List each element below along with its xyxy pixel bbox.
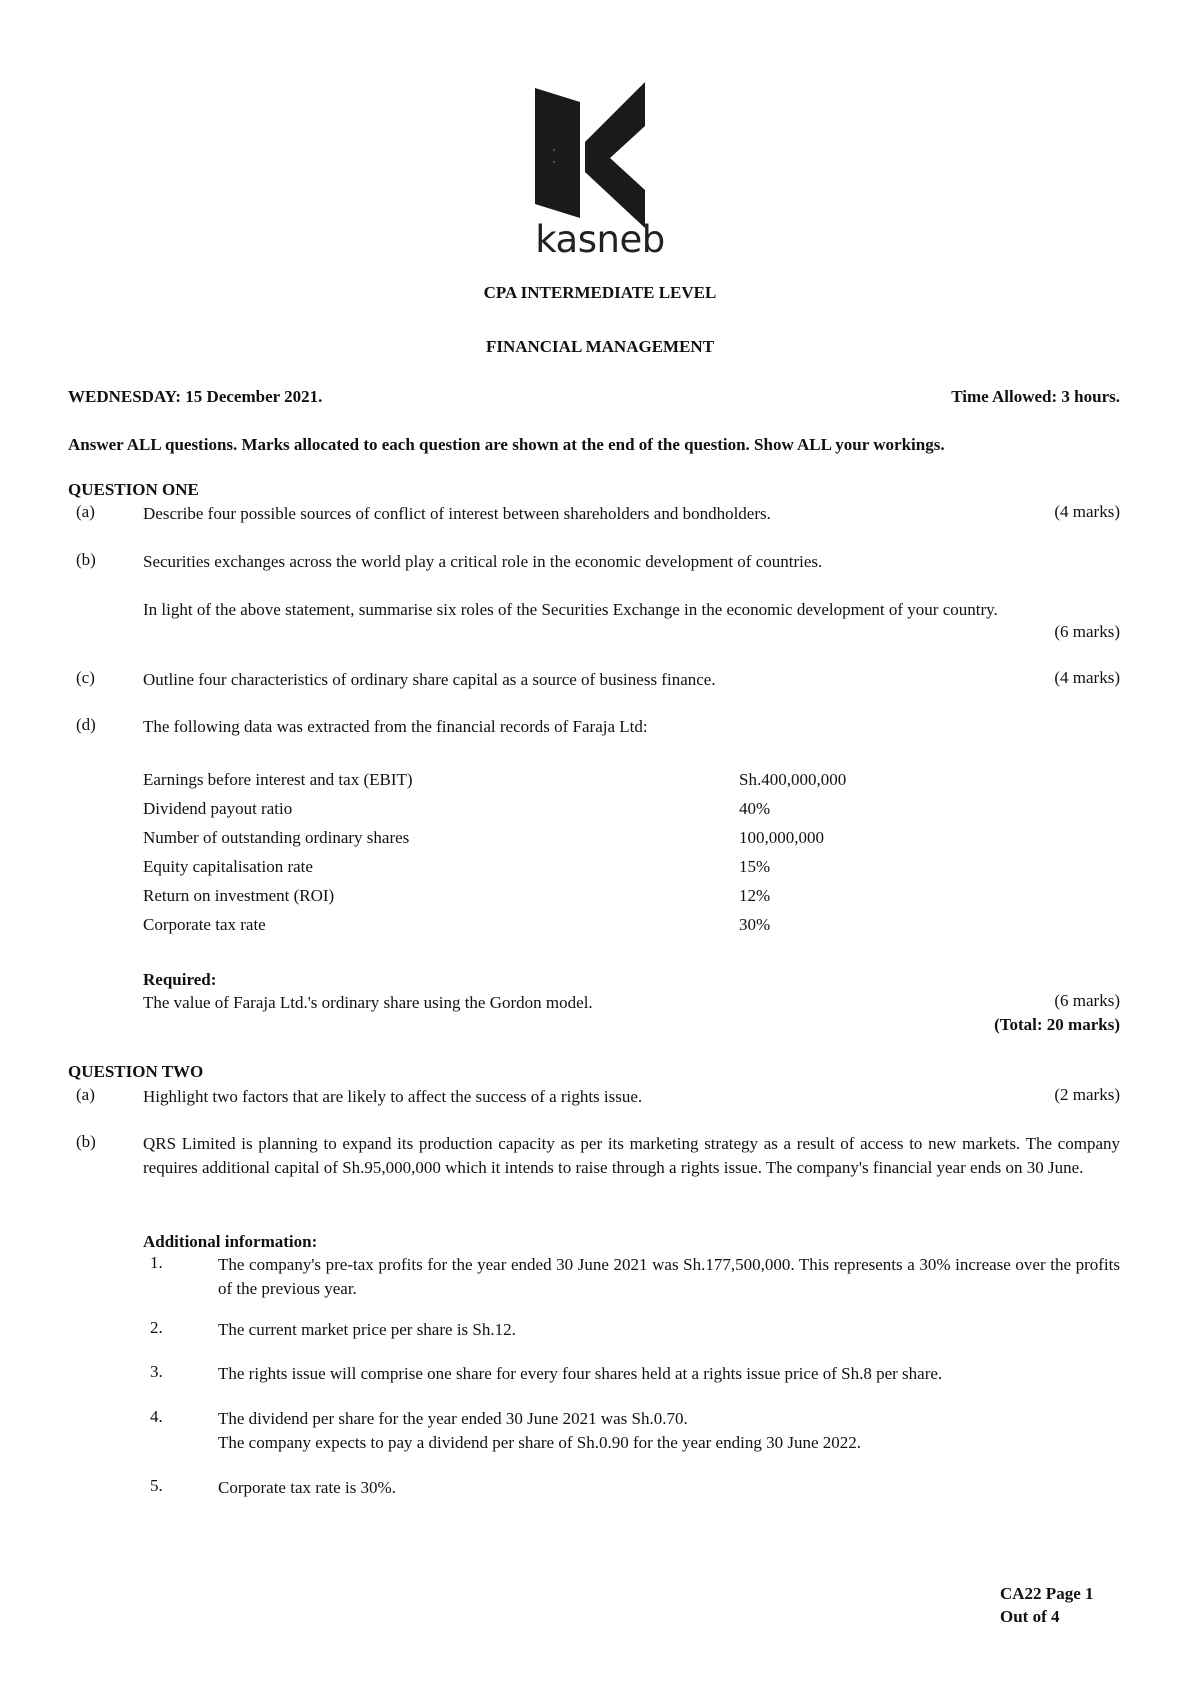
- data-label: Corporate tax rate: [143, 915, 266, 934]
- data-row: [143, 857, 893, 877]
- q1-d-marks: (6 marks): [1054, 991, 1120, 1010]
- item-number: 2.: [150, 1318, 163, 1337]
- q1-d-label: (d): [76, 715, 96, 734]
- q2-b-label: (b): [76, 1132, 96, 1151]
- q1-b-marks: (6 marks): [1054, 622, 1120, 641]
- required-label: Required:: [143, 970, 217, 989]
- q1-b-text2: In light of the above statement, summarise six roles of the Securities Exchange in the economic development of your country.: [143, 600, 998, 619]
- data-row: [143, 799, 893, 819]
- q2-a-marks: (2 marks): [1054, 1085, 1120, 1104]
- item-number: 5.: [150, 1476, 163, 1495]
- q2-a-label: (a): [76, 1085, 95, 1104]
- q1-total-marks: (Total: 20 marks): [994, 1015, 1120, 1034]
- q1-c-marks: (4 marks): [1054, 668, 1120, 687]
- additional-info-label: Additional information:: [143, 1232, 318, 1251]
- data-value: 12%: [739, 886, 771, 905]
- data-value: 15%: [739, 857, 771, 876]
- data-value: 30%: [739, 915, 771, 934]
- data-label: Earnings before interest and tax (EBIT): [143, 770, 413, 789]
- data-value: 100,000,000: [739, 828, 824, 847]
- data-value: Sh.400,000,000: [739, 770, 847, 789]
- exam-date: WEDNESDAY: 15 December 2021.: [68, 387, 323, 406]
- data-label: Return on investment (ROI): [143, 886, 335, 905]
- q2-a-text: Highlight two factors that are likely to affect the success of a rights issue.: [143, 1087, 643, 1106]
- required-text: The value of Faraja Ltd.'s ordinary share using the Gordon model.: [143, 993, 593, 1012]
- item-text-2: The company expects to pay a dividend per share of Sh.0.90 for the year ending 30 June 2022.: [218, 1433, 861, 1452]
- item-number: 4.: [150, 1407, 163, 1426]
- data-row: [143, 886, 893, 906]
- data-row: [143, 915, 893, 935]
- q1-a-marks: (4 marks): [1054, 502, 1120, 521]
- item-text: Corporate tax rate is 30%.: [218, 1478, 396, 1497]
- q1-c-label: (c): [76, 668, 95, 687]
- time-allowed: Time Allowed: 3 hours.: [951, 387, 1120, 406]
- item-number: 3.: [150, 1362, 163, 1381]
- data-label: Dividend payout ratio: [143, 799, 293, 818]
- q1-c-text: Outline four characteristics of ordinary share capital as a source of business finance.: [143, 670, 716, 689]
- question-two-title: QUESTION TWO: [68, 1062, 204, 1081]
- item-text: The dividend per share for the year ended 30 June 2021 was Sh.0.70.: [218, 1409, 688, 1428]
- item-number: 1.: [150, 1253, 163, 1272]
- brand-name: kasneb: [535, 218, 665, 261]
- item-text: The rights issue will comprise one share for every four shares held at a rights issue price of Sh.8 per share.: [218, 1364, 943, 1383]
- item-text: The company's pre-tax profits for the year ended 30 June 2021 was Sh.177,500,000. This represents a 30% increase over the profits of the previous year.: [218, 1255, 1120, 1298]
- instructions: Answer ALL questions. Marks allocated to each question are shown at the end of the question. Show ALL your workings.: [68, 435, 945, 454]
- q1-b-label: (b): [76, 550, 96, 569]
- q1-a-text: Describe four possible sources of conflict of interest between shareholders and bondholders.: [143, 504, 771, 523]
- question-one-title: QUESTION ONE: [68, 480, 199, 499]
- data-row: [143, 770, 893, 790]
- q1-a-label: (a): [76, 502, 95, 521]
- q1-d-text: The following data was extracted from the financial records of Faraja Ltd:: [143, 717, 648, 736]
- exam-level: CPA INTERMEDIATE LEVEL: [483, 283, 717, 302]
- data-value: 40%: [739, 799, 771, 818]
- data-label: Equity capitalisation rate: [143, 857, 313, 876]
- data-label: Number of outstanding ordinary shares: [143, 828, 410, 847]
- page-code: CA22 Page 1: [1000, 1584, 1094, 1603]
- exam-subject: FINANCIAL MANAGEMENT: [485, 337, 715, 356]
- kasneb-logo-icon: [530, 80, 670, 228]
- q1-b-text1: Securities exchanges across the world play a critical role in the economic development of countries.: [143, 552, 823, 571]
- page-out-of: Out of 4: [1000, 1607, 1060, 1626]
- data-row: [143, 828, 893, 848]
- item-text: The current market price per share is Sh.12.: [218, 1320, 516, 1339]
- q2-b-text: QRS Limited is planning to expand its production capacity as per its marketing strategy as a result of access to new markets. The company requires additional capital of Sh.95,000,000 which it intends to raise through a rights issue. The company's financial year ends on 30 June.: [143, 1134, 1120, 1177]
